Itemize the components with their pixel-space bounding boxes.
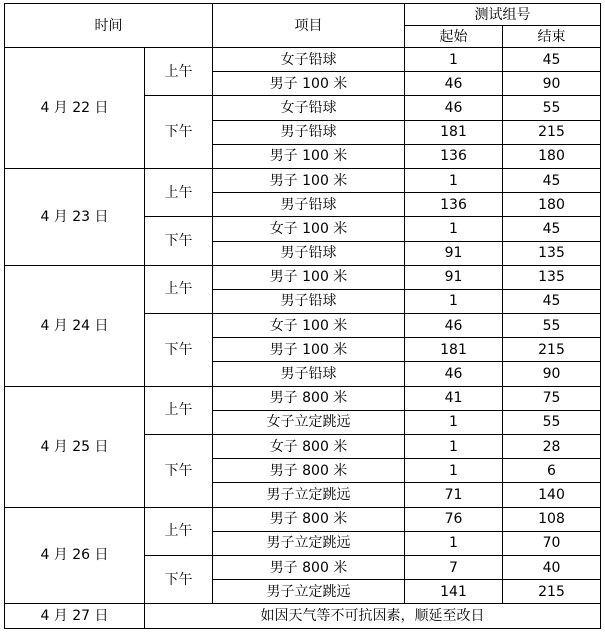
session-cell: 上午 xyxy=(145,48,213,96)
header-item: 项目 xyxy=(213,4,405,48)
start-cell: 41 xyxy=(405,386,503,410)
end-cell: 45 xyxy=(503,168,601,192)
footer-note: 如因天气等不可抗因素，顺延至改日 xyxy=(145,604,601,628)
item-cell: 男子 800 米 xyxy=(213,386,405,410)
end-cell: 45 xyxy=(503,48,601,72)
item-cell: 男子 100 米 xyxy=(213,338,405,362)
start-cell: 91 xyxy=(405,265,503,289)
start-cell: 46 xyxy=(405,72,503,96)
end-cell: 70 xyxy=(503,531,601,555)
start-cell: 76 xyxy=(405,507,503,531)
start-cell: 136 xyxy=(405,144,503,168)
start-cell: 1 xyxy=(405,289,503,313)
start-cell: 1 xyxy=(405,410,503,434)
footer-row xyxy=(5,604,601,628)
item-cell: 男子 100 米 xyxy=(213,144,405,168)
item-cell: 女子铅球 xyxy=(213,48,405,72)
session-cell: 下午 xyxy=(145,96,213,169)
date-cell: 4 月 23 日 xyxy=(5,168,145,265)
end-cell: 108 xyxy=(503,507,601,531)
header-group: 测试组号 xyxy=(405,4,601,26)
start-cell: 1 xyxy=(405,48,503,72)
end-cell: 55 xyxy=(503,410,601,434)
item-cell: 女子 100 米 xyxy=(213,314,405,338)
item-cell: 男子铅球 xyxy=(213,193,405,217)
session-cell: 上午 xyxy=(145,265,213,313)
session-cell: 下午 xyxy=(145,217,213,265)
item-cell: 男子铅球 xyxy=(213,362,405,386)
start-cell: 46 xyxy=(405,314,503,338)
end-cell: 215 xyxy=(503,338,601,362)
end-cell: 180 xyxy=(503,144,601,168)
header-time: 时间 xyxy=(5,4,213,48)
table-row xyxy=(5,507,601,531)
end-cell: 45 xyxy=(503,289,601,313)
session-cell: 下午 xyxy=(145,435,213,508)
start-cell: 7 xyxy=(405,555,503,579)
table-row xyxy=(5,265,601,289)
item-cell: 男子 800 米 xyxy=(213,459,405,483)
table-row xyxy=(5,386,601,410)
start-cell: 1 xyxy=(405,217,503,241)
item-cell: 男子 800 米 xyxy=(213,555,405,579)
item-cell: 男子立定跳远 xyxy=(213,580,405,604)
item-cell: 女子立定跳远 xyxy=(213,410,405,434)
start-cell: 136 xyxy=(405,193,503,217)
item-cell: 男子 100 米 xyxy=(213,168,405,192)
item-cell: 男子铅球 xyxy=(213,120,405,144)
footer-date: 4 月 27 日 xyxy=(5,604,145,628)
session-cell: 上午 xyxy=(145,168,213,216)
start-cell: 46 xyxy=(405,362,503,386)
item-cell: 男子立定跳远 xyxy=(213,483,405,507)
end-cell: 135 xyxy=(503,265,601,289)
date-cell: 4 月 22 日 xyxy=(5,48,145,169)
start-cell: 1 xyxy=(405,459,503,483)
end-cell: 6 xyxy=(503,459,601,483)
end-cell: 55 xyxy=(503,96,601,120)
header-end: 结束 xyxy=(503,26,601,48)
item-cell: 男子 100 米 xyxy=(213,265,405,289)
item-cell: 男子 800 米 xyxy=(213,507,405,531)
date-cell: 4 月 24 日 xyxy=(5,265,145,386)
table-row xyxy=(5,168,601,192)
start-cell: 1 xyxy=(405,435,503,459)
end-cell: 45 xyxy=(503,217,601,241)
item-cell: 女子 800 米 xyxy=(213,435,405,459)
start-cell: 71 xyxy=(405,483,503,507)
end-cell: 180 xyxy=(503,193,601,217)
header-start: 起始 xyxy=(405,26,503,48)
session-cell: 下午 xyxy=(145,555,213,603)
start-cell: 46 xyxy=(405,96,503,120)
start-cell: 181 xyxy=(405,120,503,144)
session-cell: 下午 xyxy=(145,314,213,387)
end-cell: 75 xyxy=(503,386,601,410)
table-row xyxy=(5,48,601,72)
end-cell: 55 xyxy=(503,314,601,338)
end-cell: 90 xyxy=(503,72,601,96)
start-cell: 1 xyxy=(405,168,503,192)
item-cell: 男子 100 米 xyxy=(213,72,405,96)
item-cell: 女子铅球 xyxy=(213,96,405,120)
date-cell: 4 月 25 日 xyxy=(5,386,145,507)
start-cell: 141 xyxy=(405,580,503,604)
end-cell: 28 xyxy=(503,435,601,459)
end-cell: 40 xyxy=(503,555,601,579)
date-cell: 4 月 26 日 xyxy=(5,507,145,604)
start-cell: 181 xyxy=(405,338,503,362)
session-cell: 上午 xyxy=(145,507,213,555)
item-cell: 男子立定跳远 xyxy=(213,531,405,555)
end-cell: 215 xyxy=(503,120,601,144)
schedule-table xyxy=(4,3,601,629)
start-cell: 91 xyxy=(405,241,503,265)
start-cell: 1 xyxy=(405,531,503,555)
end-cell: 135 xyxy=(503,241,601,265)
end-cell: 90 xyxy=(503,362,601,386)
item-cell: 男子铅球 xyxy=(213,289,405,313)
item-cell: 男子铅球 xyxy=(213,241,405,265)
end-cell: 215 xyxy=(503,580,601,604)
item-cell: 女子 100 米 xyxy=(213,217,405,241)
end-cell: 140 xyxy=(503,483,601,507)
session-cell: 上午 xyxy=(145,386,213,434)
